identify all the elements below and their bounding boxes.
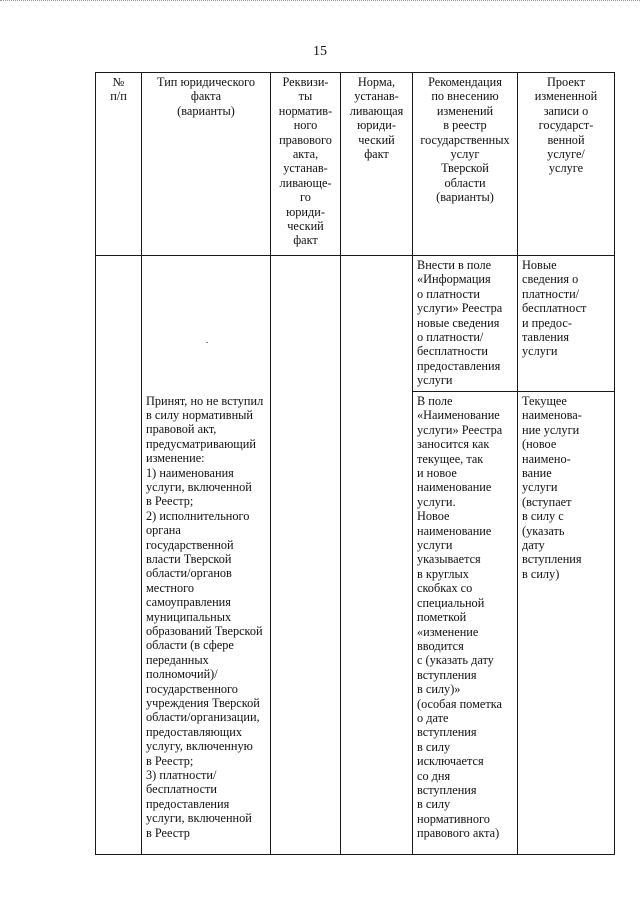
cell-recommendation: В поле «Наименование услуги» Реестра заносится как текущее, так и новое наименование услуги. Новое наименование услуги указывается в круглых скобках со специальной пометкой «изменение вводится с (указать дату вступления в силу)» (особая пометка о дате вступления в силу исключается со дня вступления в силу нормативного правового акта) [413,392,518,855]
cell-norm [341,256,413,392]
cell-number [96,256,142,855]
table-row [96,392,615,855]
scan-edge [0,0,640,5]
cell-recommendation: Внести в поле «Информация о платности услуги» Реестра новые сведения о платности/ бесплатности предоставления услуги [413,256,518,392]
header-recommendation: Рекомендация по внесению изменений в реестр государственных услуг Тверской области (варианты) [413,73,518,256]
page-number: 15 [313,44,327,59]
header-act-details: Реквизи- ты норматив- ного правового акта, устанав- ливающе- го юриди- ческий факт [271,73,341,256]
cell-draft-record: Новые сведения о платности/ бесплатност и предос- тавления услуги [518,256,615,392]
header-norm: Норма, устанав- ливающая юриди- ческий факт [341,73,413,256]
header-fact-type: Тип юридического факта (варианты) [142,73,271,256]
header-draft-record: Проект измененной записи о государст- венной услуге/ услуге [518,73,615,256]
cell-norm [341,392,413,855]
header-number: № п/п [96,73,142,256]
cell-fact-type [142,256,271,392]
cell-draft-record: Текущее наименова- ние услуги (новое наимено- вание услуги (вступает в силу с (указать дату вступления в силу) [518,392,615,855]
scan-speck [206,342,208,343]
table-row [96,256,615,392]
registry-table [95,72,615,855]
cell-act-details [271,256,341,855]
cell-fact-type: Принят, но не вступил в силу нормативный правовой акт, предусматривающий изменение: 1) наименования услуги, включенной в Реестр; 2) исполнительного органа государственной власти Тверской области/органов местного самоуправления муниципальных образований Тверской области (в сфере переданных полномочий)/ государственного учреждения Тверской области/организации, предоставляющих услугу, включенную в Реестр; 3) платности/ бесплатности предоставления услуги, включенной в Реестр [142,392,271,855]
table-header-row [96,73,615,256]
